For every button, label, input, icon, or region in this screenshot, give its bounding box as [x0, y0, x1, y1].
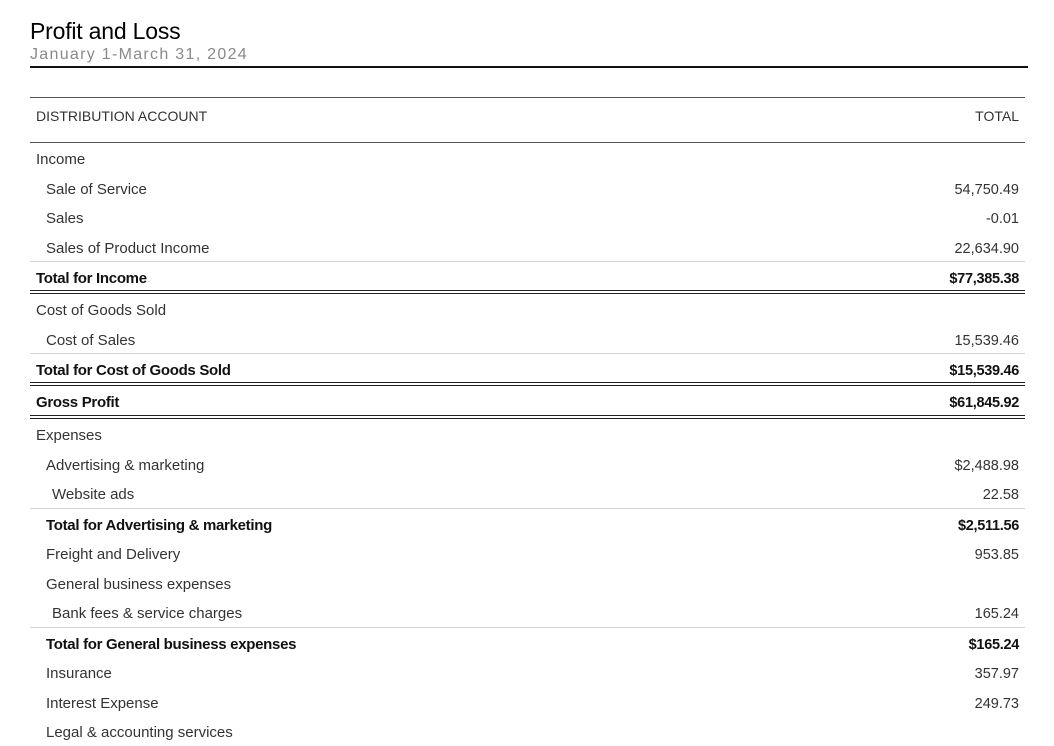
row-label: Freight and Delivery	[46, 546, 181, 563]
table-header-row	[30, 98, 1025, 143]
section-row-cost-of-goods-sold[interactable]	[30, 294, 1025, 324]
total-row-advertising-marketing[interactable]	[30, 508, 1025, 539]
account-row-cost-of-sales[interactable]	[30, 324, 1025, 354]
row-label: Gross Profit	[36, 394, 120, 411]
row-amount[interactable]: 357.97	[974, 666, 1019, 682]
profit-loss-table	[30, 97, 1025, 746]
total-row-income[interactable]	[30, 261, 1025, 294]
account-row-website-ads[interactable]	[30, 478, 1025, 508]
report-header	[30, 17, 1028, 68]
row-amount[interactable]: 22.58	[982, 487, 1019, 503]
account-row-sales[interactable]	[30, 202, 1025, 232]
row-amount[interactable]: $15,539.46	[949, 363, 1019, 379]
row-amount[interactable]: 249.73	[974, 695, 1019, 712]
row-label: Advertising & marketing	[46, 456, 205, 474]
row-label: Insurance	[46, 665, 112, 682]
row-amount[interactable]: $165.24	[968, 636, 1019, 653]
section-row-expenses[interactable]	[30, 419, 1025, 449]
row-amount[interactable]: $2,511.56	[957, 517, 1019, 534]
row-label: Website ads	[52, 486, 135, 503]
account-row-advertising-marketing[interactable]	[30, 449, 1025, 479]
account-row-legal-accounting[interactable]	[30, 716, 1025, 746]
row-amount[interactable]: $61,845.92	[949, 395, 1019, 411]
account-row-interest-expense[interactable]	[30, 687, 1025, 717]
row-amount[interactable]: $77,385.38	[949, 271, 1019, 287]
section-row-income[interactable]	[30, 143, 1025, 173]
row-label: Total for General business expenses	[46, 635, 297, 653]
row-amount[interactable]: 54,750.49	[954, 181, 1019, 198]
row-amount[interactable]: 165.24	[974, 606, 1019, 622]
report-title: Profit and Loss	[30, 18, 181, 44]
account-row-sale-of-service[interactable]	[30, 173, 1025, 203]
row-label: Expenses	[36, 427, 102, 444]
row-amount[interactable]: 22,634.90	[954, 240, 1019, 257]
total-row-cost-of-goods-sold[interactable]	[30, 353, 1025, 386]
row-label: Income	[36, 151, 86, 168]
account-row-freight-delivery[interactable]	[30, 538, 1025, 568]
column-header-account[interactable]: DISTRIBUTION ACCOUNT	[36, 108, 208, 124]
row-label: Sales of Product Income	[46, 239, 210, 257]
row-amount[interactable]: 15,539.46	[954, 332, 1019, 349]
row-amount[interactable]: -0.01	[985, 211, 1019, 227]
account-row-sales-of-product-income[interactable]	[30, 232, 1025, 262]
account-row-general-business-expenses[interactable]	[30, 568, 1025, 598]
account-row-bank-fees[interactable]	[30, 597, 1025, 627]
row-label: Legal & accounting services	[46, 724, 233, 741]
row-label: General business expenses	[46, 575, 232, 593]
row-label: Bank fees & service charges	[52, 605, 243, 622]
account-row-insurance[interactable]	[30, 657, 1025, 687]
total-row-general-business-expenses[interactable]	[30, 627, 1025, 658]
row-label: Sale of Service	[46, 180, 147, 198]
row-label: Total for Income	[36, 270, 147, 287]
row-amount[interactable]: $2,488.98	[954, 457, 1019, 474]
gross-profit-row[interactable]	[30, 386, 1025, 419]
row-label: Sales	[46, 210, 84, 227]
row-label: Cost of Sales	[46, 331, 136, 349]
row-label: Total for Cost of Goods Sold	[36, 362, 231, 379]
row-label: Interest Expense	[46, 694, 159, 712]
row-label: Cost of Goods Sold	[36, 302, 167, 319]
report-period: January 1-March 31, 2024	[30, 46, 248, 63]
row-label: Total for Advertising & marketing	[46, 516, 272, 534]
row-amount[interactable]: 953.85	[974, 547, 1019, 563]
column-header-total[interactable]: TOTAL	[975, 108, 1019, 124]
